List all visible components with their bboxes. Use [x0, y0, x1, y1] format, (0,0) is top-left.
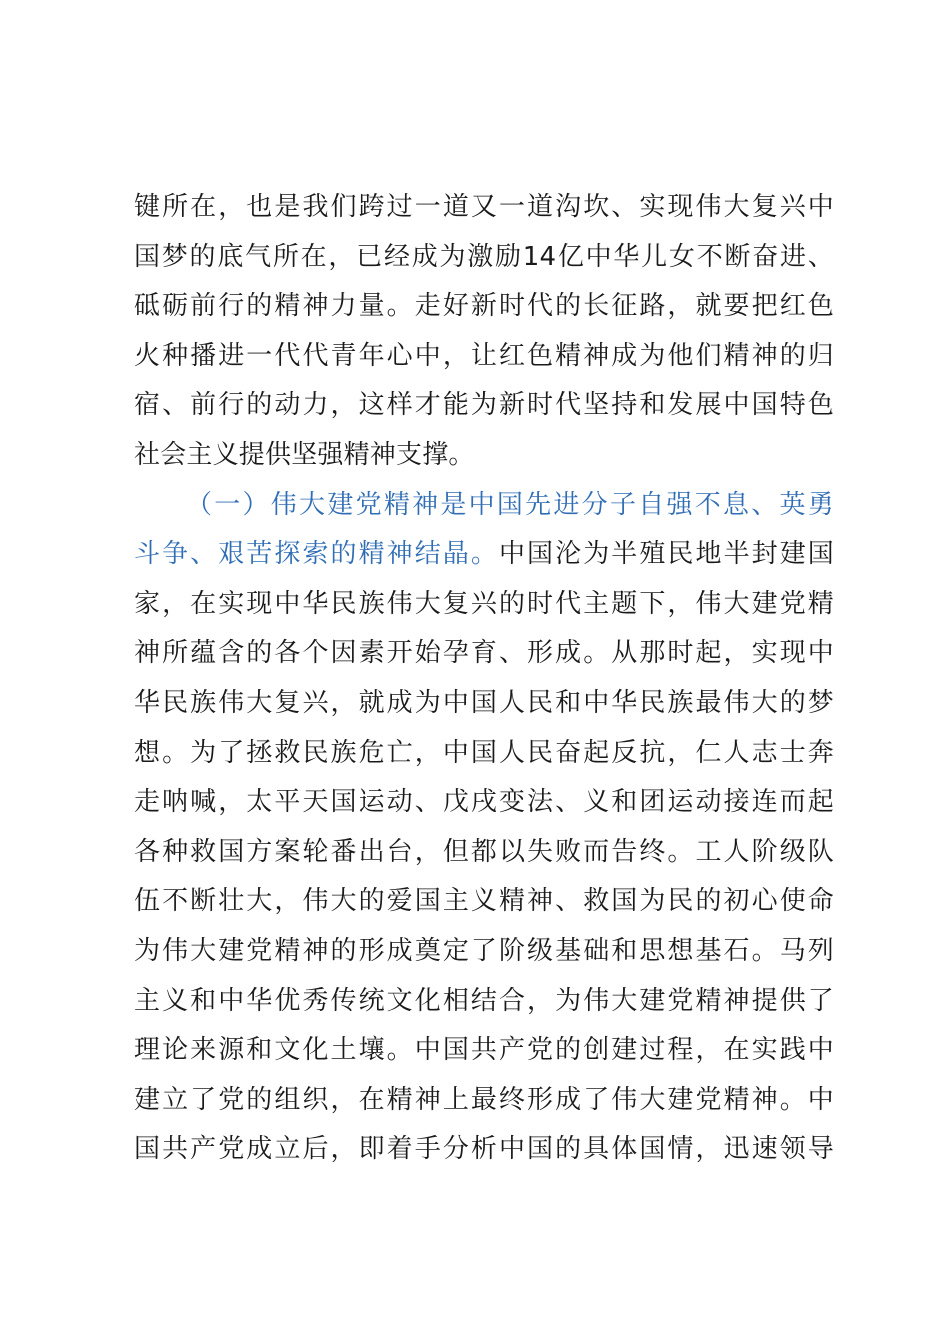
- text-line: 国共产党成立后，即着手分析中国的具体国情，迅速领导: [134, 1134, 834, 1165]
- text-line: 家，在实现中华民族伟大复兴的时代主题下，伟大建党精: [134, 588, 834, 619]
- text-line: 伍不断壮大，伟大的爱国主义精神、救国为民的初心使命: [134, 886, 834, 917]
- text-line: 键所在，也是我们跨过一道又一道沟坎、实现伟大复兴中: [134, 192, 834, 222]
- text-line: 宿、前行的动力，这样才能为新时代坚持和发展中国特色: [134, 390, 834, 421]
- text-line: 建立了党的组织，在精神上最终形成了伟大建党精神。中: [134, 1084, 834, 1115]
- text-line: 走呐喊，太平天国运动、戊戌变法、义和团运动接连而起: [134, 787, 834, 818]
- text-line: 国梦的底气所在，已经成为激励14亿中华儿女不断奋进、: [134, 241, 834, 272]
- section-heading-line: （一）伟大建党精神是中国先进分子自强不息、英勇: [186, 489, 834, 520]
- section-heading-tail: 斗争、艰苦探索的精神结晶。: [134, 539, 499, 570]
- text-line: [134, 530, 834, 580]
- text-line: 社会主义提供坚强精神支撑。: [134, 439, 475, 470]
- body-text: [134, 183, 834, 1175]
- text-line: 神所蕴含的各个因素开始孕育、形成。从那时起，实现中: [134, 638, 834, 669]
- text-line: 理论来源和文化土壤。中国共产党的创建过程，在实践中: [134, 1035, 834, 1066]
- text-line: 各种救国方案轮番出台，但都以失败而告终。工人阶级队: [134, 836, 834, 867]
- text-line: 砥砺前行的精神力量。走好新时代的长征路，就要把红色: [134, 291, 834, 322]
- text-span: 中国沦为半殖民地半封建国: [498, 539, 834, 570]
- text-line: 为伟大建党精神的形成奠定了阶级基础和思想基石。马列: [134, 935, 834, 966]
- text-line: 火种播进一代代青年心中，让红色精神成为他们精神的归: [134, 340, 834, 371]
- text-line: 想。为了拯救民族危亡，中国人民奋起反抗，仁人志士奔: [134, 737, 834, 768]
- text-line: 华民族伟大复兴，就成为中国人民和中华民族最伟大的梦: [134, 687, 834, 718]
- text-line: 主义和中华优秀传统文化相结合，为伟大建党精神提供了: [134, 985, 834, 1016]
